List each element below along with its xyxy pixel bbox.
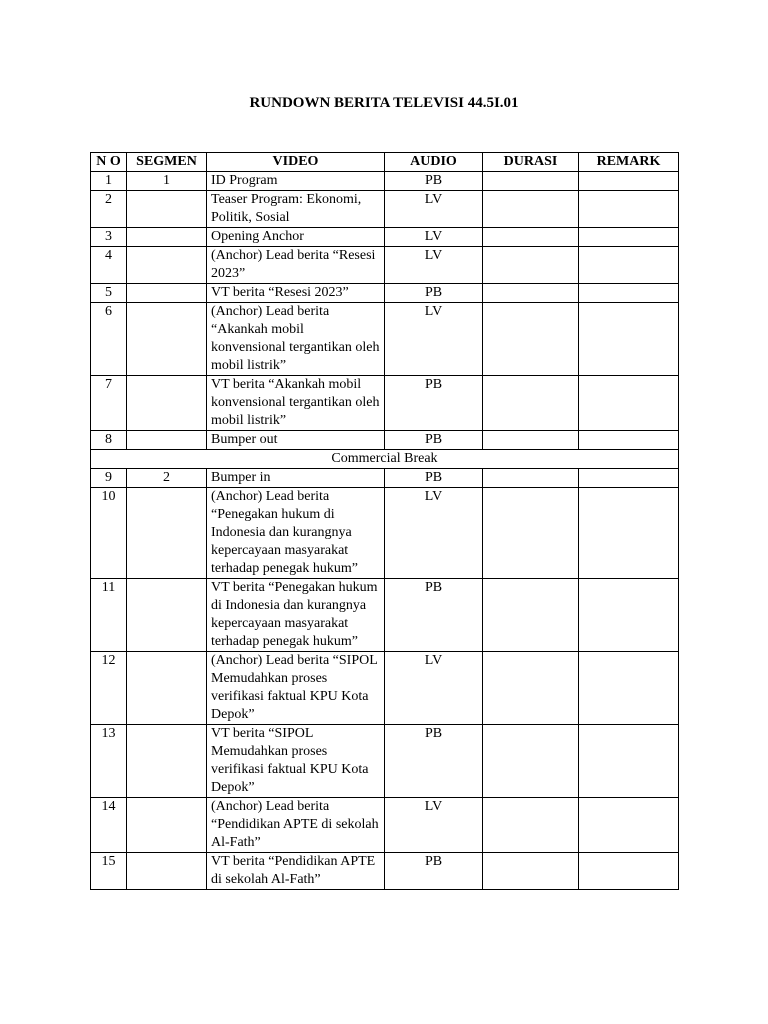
row-segmen	[127, 191, 207, 228]
row-video: VT berita “Penegakan hukum di Indonesia dan kurangnya kepercayaan masyarakat terhadap penegak hukum”	[207, 579, 385, 652]
row-remark	[579, 488, 679, 579]
row-video: VT berita “Resesi 2023”	[207, 284, 385, 303]
row-audio: LV	[385, 228, 483, 247]
row-segmen	[127, 376, 207, 431]
row-durasi	[483, 652, 579, 725]
row-segmen	[127, 228, 207, 247]
row-no: 8	[91, 431, 127, 450]
row-video: Bumper out	[207, 431, 385, 450]
row-remark	[579, 652, 679, 725]
header-segmen: SEGMEN	[127, 153, 207, 172]
row-audio: LV	[385, 798, 483, 853]
table-row	[91, 376, 679, 431]
row-audio: PB	[385, 376, 483, 431]
row-video: Bumper in	[207, 469, 385, 488]
row-remark	[579, 579, 679, 652]
table-row	[91, 431, 679, 450]
row-no: 2	[91, 191, 127, 228]
row-segmen	[127, 579, 207, 652]
row-audio: LV	[385, 652, 483, 725]
row-video: (Anchor) Lead berita “Pendidikan APTE di sekolah Al-Fath”	[207, 798, 385, 853]
row-segmen: 1	[127, 172, 207, 191]
row-no: 5	[91, 284, 127, 303]
row-no: 10	[91, 488, 127, 579]
row-audio: PB	[385, 172, 483, 191]
row-durasi	[483, 488, 579, 579]
row-segmen	[127, 725, 207, 798]
row-no: 15	[91, 853, 127, 890]
row-no: 12	[91, 652, 127, 725]
row-audio: LV	[385, 247, 483, 284]
row-remark	[579, 284, 679, 303]
row-video: ID Program	[207, 172, 385, 191]
row-durasi	[483, 303, 579, 376]
table-row	[91, 488, 679, 579]
row-remark	[579, 431, 679, 450]
row-durasi	[483, 228, 579, 247]
row-segmen	[127, 798, 207, 853]
row-remark	[579, 303, 679, 376]
table-row	[91, 469, 679, 488]
row-remark	[579, 172, 679, 191]
row-video: VT berita “SIPOL Memudahkan proses verifikasi faktual KPU Kota Depok”	[207, 725, 385, 798]
row-durasi	[483, 376, 579, 431]
header-video: VIDEO	[207, 153, 385, 172]
row-durasi	[483, 172, 579, 191]
row-audio: PB	[385, 284, 483, 303]
row-no: 13	[91, 725, 127, 798]
commercial-break-row	[91, 450, 679, 469]
row-remark	[579, 469, 679, 488]
row-audio: PB	[385, 579, 483, 652]
row-audio: PB	[385, 431, 483, 450]
rundown-table	[90, 152, 679, 890]
row-audio: LV	[385, 303, 483, 376]
row-segmen	[127, 303, 207, 376]
row-segmen	[127, 853, 207, 890]
row-remark	[579, 247, 679, 284]
table-header-row	[91, 153, 679, 172]
row-video: VT berita “Pendidikan APTE di sekolah Al-Fath”	[207, 853, 385, 890]
row-durasi	[483, 431, 579, 450]
row-segmen	[127, 431, 207, 450]
row-audio: LV	[385, 191, 483, 228]
row-audio: LV	[385, 488, 483, 579]
row-no: 7	[91, 376, 127, 431]
table-row	[91, 228, 679, 247]
row-remark	[579, 853, 679, 890]
row-no: 6	[91, 303, 127, 376]
row-video: Teaser Program: Ekonomi, Politik, Sosial	[207, 191, 385, 228]
row-remark	[579, 376, 679, 431]
row-remark	[579, 228, 679, 247]
row-video: (Anchor) Lead berita “Resesi 2023”	[207, 247, 385, 284]
row-video: (Anchor) Lead berita “SIPOL Memudahkan proses verifikasi faktual KPU Kota Depok”	[207, 652, 385, 725]
row-remark	[579, 191, 679, 228]
table-row	[91, 191, 679, 228]
row-remark	[579, 725, 679, 798]
document-title: RUNDOWN BERITA TELEVISI 44.5I.01	[249, 95, 519, 111]
row-no: 11	[91, 579, 127, 652]
row-segmen: 2	[127, 469, 207, 488]
row-durasi	[483, 469, 579, 488]
table-row	[91, 798, 679, 853]
table-row	[91, 652, 679, 725]
row-segmen	[127, 652, 207, 725]
row-no: 1	[91, 172, 127, 191]
row-durasi	[483, 191, 579, 228]
row-segmen	[127, 247, 207, 284]
commercial-break-label: Commercial Break	[91, 450, 679, 469]
table-row	[91, 284, 679, 303]
row-video: VT berita “Akankah mobil konvensional tergantikan oleh mobil listrik”	[207, 376, 385, 431]
row-audio: PB	[385, 725, 483, 798]
row-segmen	[127, 488, 207, 579]
table-row	[91, 853, 679, 890]
header-durasi: DURASI	[483, 153, 579, 172]
table-row	[91, 303, 679, 376]
row-remark	[579, 798, 679, 853]
header-remark: REMARK	[579, 153, 679, 172]
row-video: (Anchor) Lead berita “Akankah mobil konvensional tergantikan oleh mobil listrik”	[207, 303, 385, 376]
row-durasi	[483, 579, 579, 652]
row-video: (Anchor) Lead berita “Penegakan hukum di Indonesia dan kurangnya kepercayaan masyarakat terhadap penegak hukum”	[207, 488, 385, 579]
table-row	[91, 579, 679, 652]
row-durasi	[483, 247, 579, 284]
row-durasi	[483, 284, 579, 303]
row-no: 9	[91, 469, 127, 488]
row-no: 3	[91, 228, 127, 247]
row-audio: PB	[385, 469, 483, 488]
row-durasi	[483, 853, 579, 890]
row-segmen	[127, 284, 207, 303]
row-video: Opening Anchor	[207, 228, 385, 247]
table-row	[91, 172, 679, 191]
table-row	[91, 247, 679, 284]
header-audio: AUDIO	[385, 153, 483, 172]
row-durasi	[483, 798, 579, 853]
row-audio: PB	[385, 853, 483, 890]
header-no: N O	[91, 153, 127, 172]
row-no: 4	[91, 247, 127, 284]
row-no: 14	[91, 798, 127, 853]
row-durasi	[483, 725, 579, 798]
table-row	[91, 725, 679, 798]
